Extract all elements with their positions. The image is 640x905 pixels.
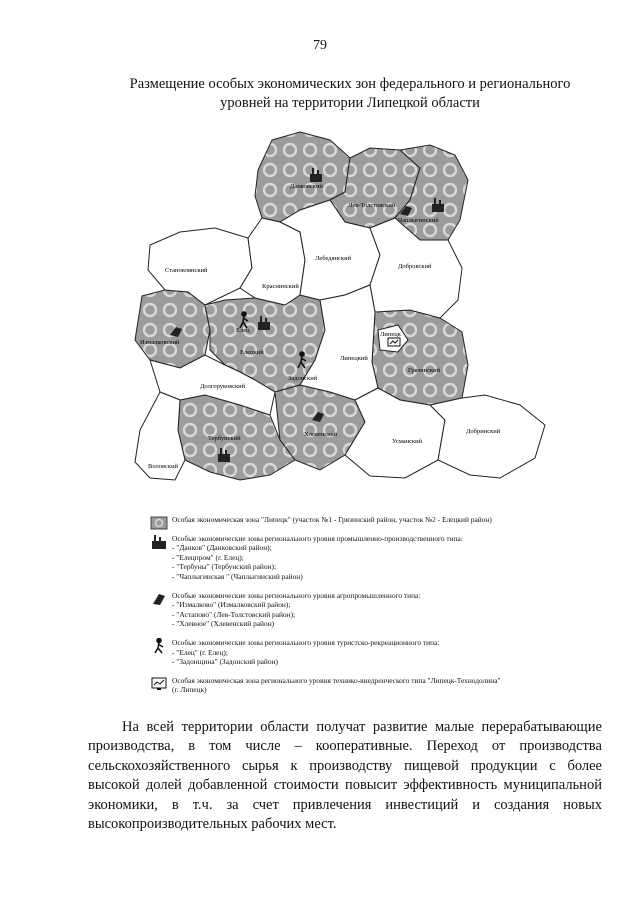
legend-tourist-line: - "Елец" (г. Елец); <box>172 647 228 657</box>
legend-agro <box>150 591 550 629</box>
monitor-icon <box>388 338 400 346</box>
label-dobrinka: Добринский <box>466 428 501 435</box>
label-gryazi: Грязинский <box>408 367 441 374</box>
tractor-icon <box>150 591 168 607</box>
label-stanovlyan: Становлянский <box>165 267 208 274</box>
district-gryazi <box>372 310 468 405</box>
label-lev-tolstoy: Лев-Толстовский <box>348 202 396 209</box>
legend-industrial-line: - "Чаплыгинская " (Чаплыгинский район) <box>172 571 303 581</box>
label-lipetsk-district: Липецкий <box>340 355 368 362</box>
factory-icon <box>150 534 168 550</box>
paragraph-line: производства, в том числе – кооперативные. Переход от производства <box>88 738 602 755</box>
legend-tourist-line: - "Задонщина" (Задонский район) <box>172 657 278 667</box>
legend <box>150 515 550 704</box>
label-elets-district: Елецкий <box>240 349 264 356</box>
district-izmalkovo <box>135 290 210 368</box>
legend-industrial-line: - "Елецпром" (г. Елец); <box>172 552 244 562</box>
label-khlevnoe: Хлевенский <box>304 431 338 438</box>
paragraph-line: сельскохозяйственного сырья к производству пищевой продукции с более <box>88 757 602 774</box>
legend-tech <box>150 676 550 695</box>
label-lipetsk-city: Липецк <box>380 331 401 338</box>
legend-industrial <box>150 534 550 582</box>
title-line-2: уровней на территории Липецкой области <box>220 95 480 111</box>
district-dobrinka <box>430 395 545 478</box>
label-dolgorukovo: Долгоруковский <box>200 383 246 390</box>
title-line-1: Размещение особых экономических зон федерального и регионального <box>129 76 571 92</box>
label-izmalkovo: Измалковский <box>140 339 180 346</box>
label-zadonsk: Задонский <box>288 375 318 382</box>
label-elets-city: Елец <box>236 327 250 334</box>
legend-agro-line: - "Хлевное" (Хлевенский район) <box>172 619 275 629</box>
label-chaplygin: Чаплыгинский <box>398 217 439 224</box>
legend-industrial-line: - "Тербуны" (Тербунский район); <box>172 562 277 572</box>
legend-agro-line: - "Астапово" (Лев-Толстовский район); <box>172 609 296 619</box>
legend-tourist-line: Особые экономические зоны регионального уровня туристско-рекреационного типа: <box>172 637 440 647</box>
legend-industrial-line: - "Данков" (Данковский район); <box>172 543 272 553</box>
page-number: 79 <box>313 38 327 53</box>
label-usman: Усманский <box>392 438 423 445</box>
body-paragraph <box>88 718 602 834</box>
hiker-icon <box>150 638 168 654</box>
paragraph-line: высокой долей добавленной стоимости повысит эффективность муниципальной <box>88 777 602 794</box>
legend-industrial-line: Особые экономические зоны регионального уровня промышленно-производственного типа: <box>172 533 463 543</box>
label-dobroe: Добровский <box>398 263 432 270</box>
region-map <box>120 125 550 505</box>
legend-tourist <box>150 638 550 667</box>
legend-federal-text: Особая экономическая зона "Липецк" (участок №1 - Грязинский район, участок №2 - Елецкий район) <box>172 515 492 524</box>
page-title <box>100 75 600 113</box>
label-danky: Данковский <box>290 183 323 190</box>
label-terbuny: Тербунский <box>208 435 241 442</box>
legend-tech-line: Особая экономическая зона регионального уровня технико-внедренческого типа "Липецк-Технодолина" <box>172 675 501 685</box>
paragraph-line: экономики, в т.ч. за счет привлечения инвестиций и создания новых <box>88 796 602 813</box>
paragraph-line: высокопроизводительных рабочих мест. <box>88 816 337 833</box>
legend-federal <box>150 515 550 525</box>
label-krasnoe: Краснинский <box>262 283 299 290</box>
legend-agro-line: Особые экономические зоны регионального уровня агропромышленного типа: <box>172 590 421 600</box>
paragraph-line: На всей территории области получат развитие малые перерабатывающие <box>122 719 602 735</box>
monitor-icon <box>150 676 168 692</box>
legend-agro-line: - "Измалково" (Измалковский район); <box>172 600 291 610</box>
federal-zone-icon <box>150 515 168 531</box>
legend-tech-line: (г. Липецк) <box>172 685 207 695</box>
label-volovo: Воловский <box>148 463 179 470</box>
label-lebedyan: Лебедянский <box>315 255 352 262</box>
